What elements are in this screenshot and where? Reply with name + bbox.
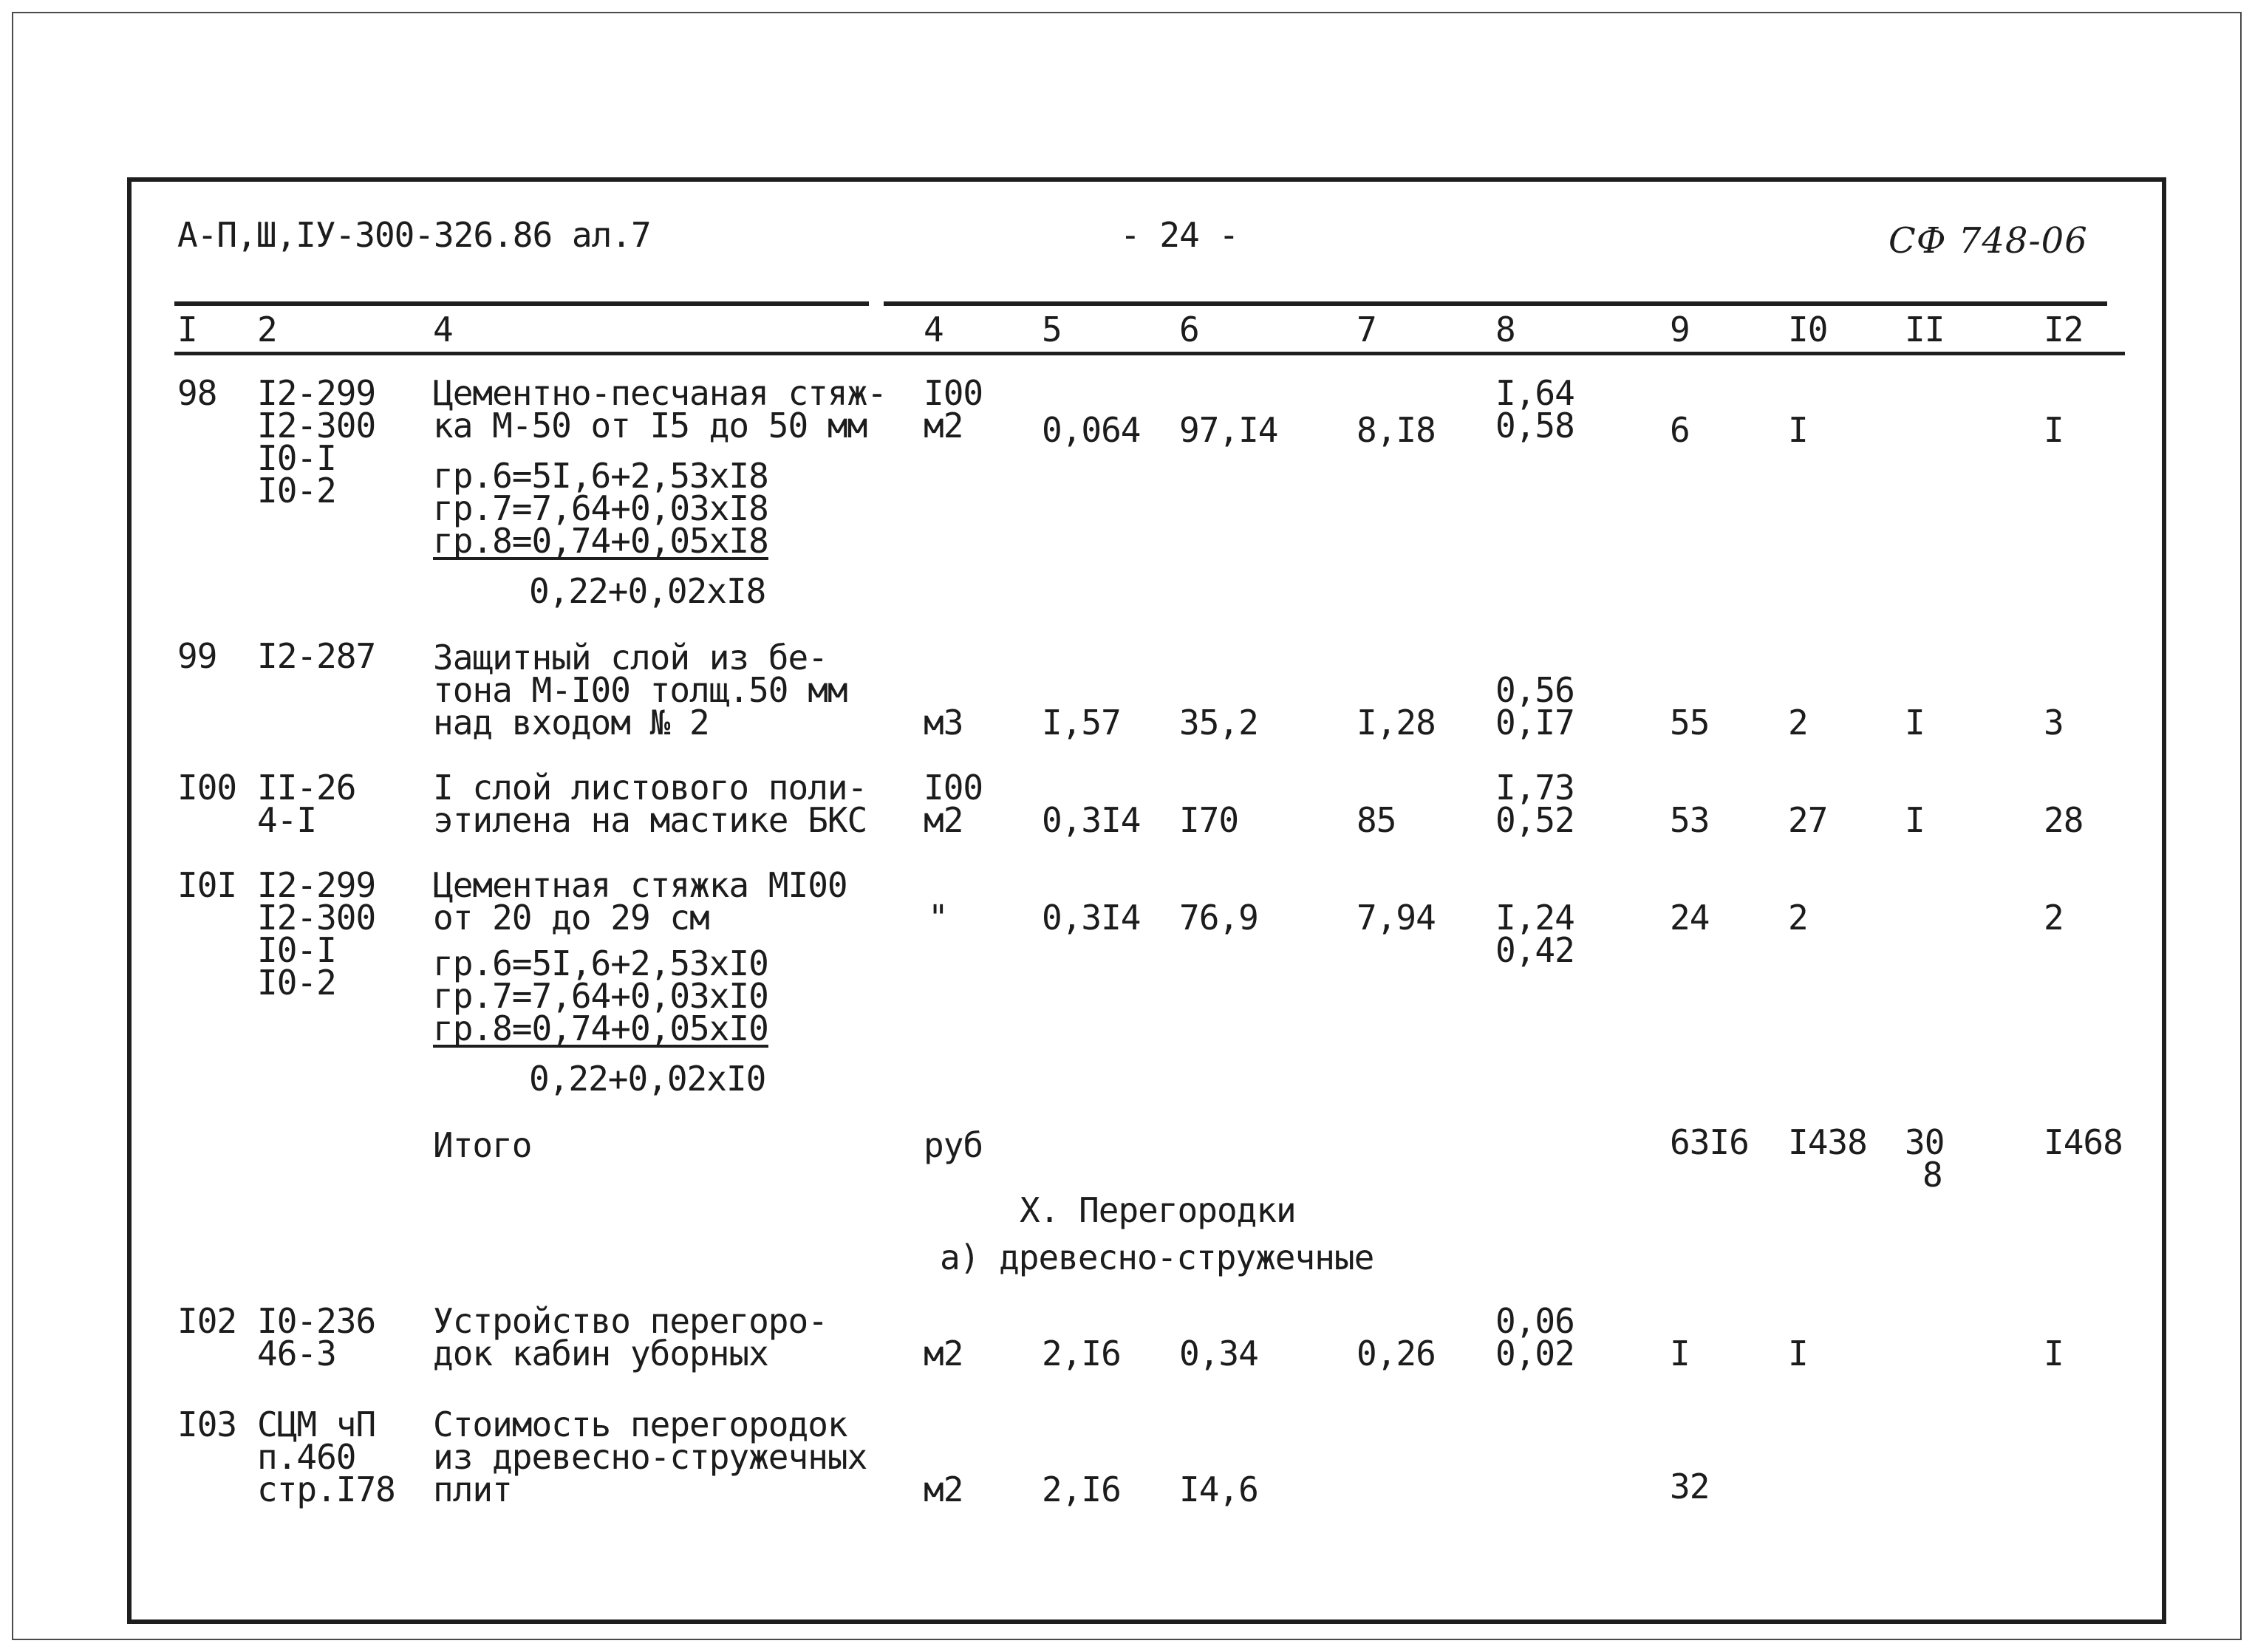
- section-subtitle: а) древесно-стружечные: [940, 1238, 1374, 1277]
- code: I2-300: [257, 898, 376, 938]
- unit: м2: [924, 1334, 963, 1373]
- code: II-26: [257, 768, 356, 808]
- cell-9: 6: [1670, 410, 1690, 450]
- code: I0-I: [257, 438, 336, 478]
- description-line: тона М-I00 толщ.50 мм: [433, 670, 847, 710]
- column-header: I2: [2044, 310, 2084, 349]
- row-number: I02: [177, 1301, 237, 1341]
- column-header: 8: [1495, 310, 1515, 349]
- unit: м2: [924, 406, 963, 446]
- formula-line: гр.6=5I,6+2,53хI8: [433, 456, 768, 496]
- cell-5: 0,3I4: [1042, 800, 1141, 840]
- row-number: 98: [177, 373, 217, 413]
- code: I2-299: [257, 373, 376, 413]
- code: I0-2: [257, 471, 336, 511]
- total-unit: руб: [924, 1125, 983, 1165]
- description-line: из древесно-стружечных: [433, 1437, 867, 1477]
- code: стр.I78: [257, 1470, 395, 1509]
- cell-8: 0,06: [1495, 1301, 1574, 1341]
- section-title: Х. Перегородки: [1020, 1190, 1296, 1230]
- code: 46-3: [257, 1334, 336, 1373]
- column-header: 9: [1670, 310, 1690, 349]
- cell-9: 55: [1670, 703, 1710, 743]
- code: I2-287: [257, 636, 376, 676]
- total-cell-10: I438: [1788, 1122, 1867, 1162]
- total-label: Итого: [433, 1125, 532, 1165]
- column-header: I0: [1788, 310, 1828, 349]
- description-line: Защитный слой из бе-: [433, 638, 828, 677]
- cell-9: I: [1670, 1334, 1690, 1373]
- code: I2-300: [257, 406, 376, 446]
- cell-11: I: [1905, 703, 1925, 743]
- column-header: 6: [1179, 310, 1199, 349]
- cell-10: I: [1788, 1334, 1808, 1373]
- unit: м2: [924, 800, 963, 840]
- cell-5: 2,I6: [1042, 1470, 1121, 1509]
- description-line: от 20 до 29 см: [433, 898, 709, 938]
- cell-8: 0,52: [1495, 800, 1574, 840]
- cell-8: 0,42: [1495, 930, 1574, 970]
- total-cell-12: I468: [2044, 1122, 2123, 1162]
- cell-9: 24: [1670, 898, 1710, 938]
- description-line: плит: [433, 1470, 512, 1509]
- cell-9: 32: [1670, 1467, 1710, 1506]
- cell-12: 2: [2044, 898, 2064, 938]
- header-rule-bottom: [174, 352, 2125, 355]
- unit: м2: [924, 1470, 963, 1509]
- column-header: 2: [257, 310, 277, 349]
- cell-11: I: [1905, 800, 1925, 840]
- total-cell-11: 8: [1922, 1155, 1942, 1195]
- formula-result: 0,22+0,02хI0: [529, 1059, 766, 1099]
- description-line: Устройство перегоро-: [433, 1301, 828, 1341]
- cell-12: 28: [2044, 800, 2084, 840]
- header-rule-top-right: [884, 301, 2107, 306]
- cell-6: 76,9: [1179, 898, 1258, 938]
- code: СЦМ чП: [257, 1404, 376, 1444]
- cell-7: 7,94: [1357, 898, 1436, 938]
- cell-12: 3: [2044, 703, 2064, 743]
- code: п.460: [257, 1437, 356, 1477]
- column-header: II: [1905, 310, 1945, 349]
- cell-7: 8,I8: [1357, 410, 1436, 450]
- cell-5: 0,3I4: [1042, 898, 1141, 938]
- code: I0-I: [257, 930, 336, 970]
- total-cell-11: 30: [1905, 1122, 1945, 1162]
- handwritten-stamp: СФ 748-06: [1888, 220, 2088, 262]
- formula-line: гр.8=0,74+0,05хI8: [433, 521, 768, 561]
- unit: I00: [924, 768, 983, 808]
- description-line: I слой листового поли-: [433, 768, 867, 808]
- description-line: над входом № 2: [433, 703, 709, 743]
- cell-12: I: [2044, 1334, 2064, 1373]
- formula-line: гр.7=7,64+0,03хI8: [433, 488, 768, 528]
- unit: м3: [924, 703, 963, 743]
- cell-9: 53: [1670, 800, 1710, 840]
- description-line: Цементно-песчаная стяж-: [433, 373, 887, 413]
- cell-5: I,57: [1042, 703, 1121, 743]
- cell-10: 2: [1788, 898, 1808, 938]
- cell-8: 0,I7: [1495, 703, 1574, 743]
- cell-6: 97,I4: [1179, 410, 1278, 450]
- cell-8: 0,02: [1495, 1334, 1574, 1373]
- cell-7: 85: [1357, 800, 1396, 840]
- column-header: 5: [1042, 310, 1062, 349]
- code: I2-299: [257, 865, 376, 905]
- total-cell-9: 63I6: [1670, 1122, 1749, 1162]
- unit: I00: [924, 373, 983, 413]
- cell-8: 0,56: [1495, 670, 1574, 710]
- cell-10: 2: [1788, 703, 1808, 743]
- cell-6: 35,2: [1179, 703, 1258, 743]
- cell-6: I4,6: [1179, 1470, 1258, 1509]
- column-header: 7: [1357, 310, 1376, 349]
- document-code: А-П,Ш,IУ-300-326.86 ал.7: [177, 215, 651, 255]
- cell-10: I: [1788, 410, 1808, 450]
- row-number: I03: [177, 1404, 237, 1444]
- cell-8: I,64: [1495, 373, 1574, 413]
- code: 4-I: [257, 800, 317, 840]
- cell-10: 27: [1788, 800, 1828, 840]
- cell-6: I70: [1179, 800, 1239, 840]
- cell-8: I,73: [1495, 768, 1574, 808]
- formula-result: 0,22+0,02хI8: [529, 571, 766, 611]
- row-number: I0I: [177, 865, 237, 905]
- row-number: I00: [177, 768, 237, 808]
- cell-5: 2,I6: [1042, 1334, 1121, 1373]
- cell-7: 0,26: [1357, 1334, 1436, 1373]
- description-line: Стоимость перегородок: [433, 1404, 847, 1444]
- description-line: ка М-50 от I5 до 50 мм: [433, 406, 867, 446]
- cell-5: 0,064: [1042, 410, 1141, 450]
- description-line: Цементная стяжка МI00: [433, 865, 847, 905]
- page-number: - 24 -: [1120, 215, 1239, 255]
- formula-line: гр.7=7,64+0,03хI0: [433, 976, 768, 1016]
- column-header: 4: [433, 310, 453, 349]
- header-rule-top-left: [174, 301, 869, 306]
- formula-line: гр.6=5I,6+2,53хI0: [433, 943, 768, 983]
- unit: ": [928, 898, 948, 938]
- description-line: этилена на мастике БКС: [433, 800, 867, 840]
- column-header: I: [177, 310, 197, 349]
- cell-12: I: [2044, 410, 2064, 450]
- code: I0-236: [257, 1301, 376, 1341]
- cell-8: 0,58: [1495, 406, 1574, 446]
- formula-line: гр.8=0,74+0,05хI0: [433, 1008, 768, 1048]
- code: I0-2: [257, 963, 336, 1003]
- cell-6: 0,34: [1179, 1334, 1258, 1373]
- description-line: док кабин уборных: [433, 1334, 768, 1373]
- column-header: 4: [924, 310, 944, 349]
- cell-7: I,28: [1357, 703, 1436, 743]
- cell-8: I,24: [1495, 898, 1574, 938]
- row-number: 99: [177, 636, 217, 676]
